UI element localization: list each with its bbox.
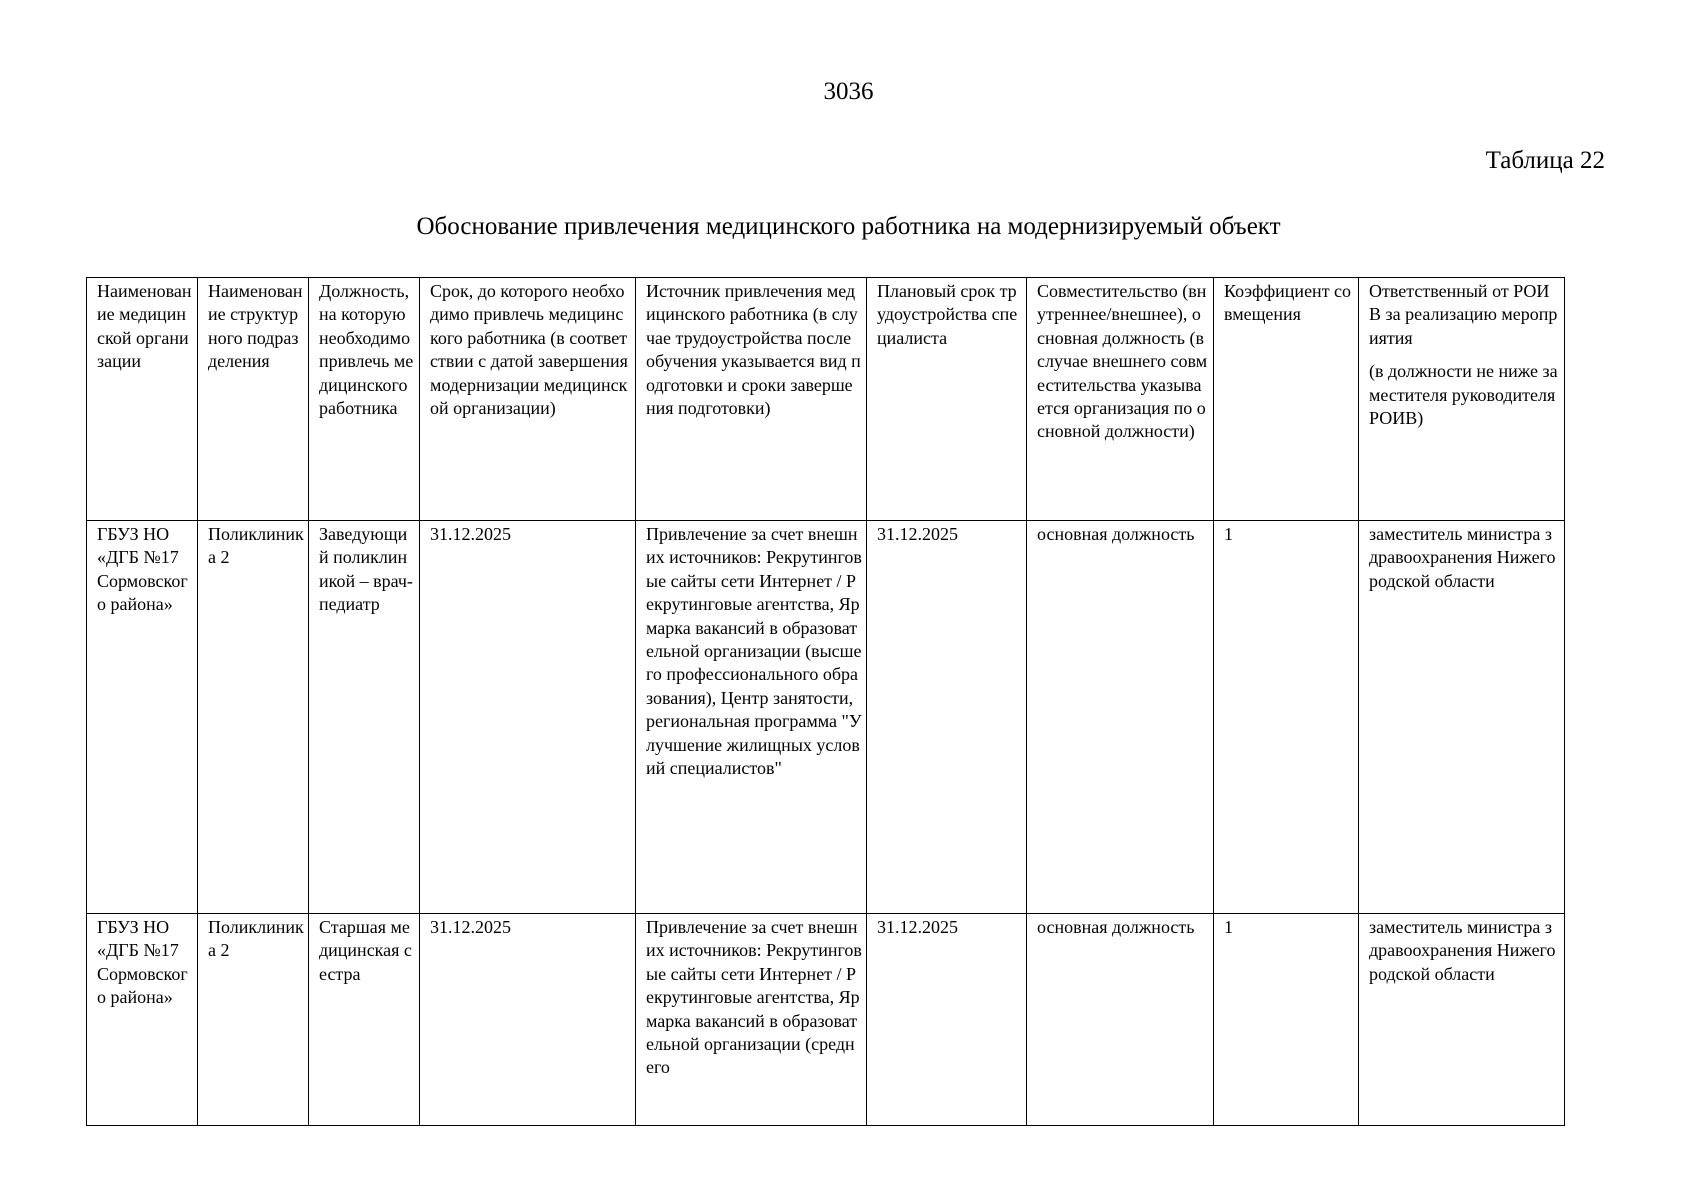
cell-planned-date: 31.12.2025: [867, 914, 1027, 1126]
table-row: [87, 914, 1565, 1126]
cell-source: Привлечение за счет внешних источников: Рекрутинговые сайты сети Интернет / Рекрутинговые агентства, Ярмарка вакансий в образовательной организации (высшего профессионального образования), Центр занятости, региональная программа "Улучшение жилищных условий специалистов": [636, 521, 867, 914]
column-header-responsible-label: Ответственный от РОИВ за реализацию мероприятия: [1369, 281, 1558, 348]
cell-responsible: заместитель министра здравоохранения Нижегородской области: [1359, 914, 1565, 1126]
cell-organization: ГБУЗ НО «ДГБ №17 Сормовского района»: [87, 914, 198, 1126]
cell-combination: основная должность: [1027, 914, 1214, 1126]
column-header-unit: Наименование структурного подразделения: [198, 278, 309, 521]
justification-table: [86, 277, 1565, 1126]
column-header-position: Должность, на которую необходимо привлечь медицинского работника: [309, 278, 420, 521]
cell-deadline: 31.12.2025: [420, 914, 636, 1126]
cell-unit: Поликлиника 2: [198, 521, 309, 914]
table-label: Таблица 22: [1485, 147, 1605, 174]
cell-responsible: заместитель министра здравоохранения Нижегородской области: [1359, 521, 1565, 914]
cell-coefficient: 1: [1214, 914, 1359, 1126]
cell-deadline: 31.12.2025: [420, 521, 636, 914]
cell-planned-date: 31.12.2025: [867, 521, 1027, 914]
column-header-combination: Совместительство (внутреннее/внешнее), основная должность (в случае внешнего совместительства указывается организация по основной должности): [1027, 278, 1214, 521]
cell-organization: ГБУЗ НО «ДГБ №17 Сормовского района»: [87, 521, 198, 914]
column-header-deadline: Срок, до которого необходимо привлечь медицинского работника (в соответствии с датой завершения модернизации медицинской организации): [420, 278, 636, 521]
document-title: Обоснование привлечения медицинского работника на модернизируемый объект: [416, 213, 1281, 240]
table-row: [87, 521, 1565, 914]
table-header-row: [87, 278, 1565, 521]
cell-position: Заведующий поликлиникой – врач-педиатр: [309, 521, 420, 914]
cell-position: Старшая медицинская сестра: [309, 914, 420, 1126]
column-header-source: Источник привлечения медицинского работника (в случае трудоустройства после обучения указывается вид подготовки и сроки завершения подготовки): [636, 278, 867, 521]
column-header-organization: Наименование медицинской организации: [87, 278, 198, 521]
cell-combination: основная должность: [1027, 521, 1214, 914]
cell-source: Привлечение за счет внешних источников: Рекрутинговые сайты сети Интернет / Рекрутинговые агентства, Ярмарка вакансий в образовательной организации (среднего: [636, 914, 867, 1126]
cell-coefficient: 1: [1214, 521, 1359, 914]
column-header-responsible-note: (в должности не ниже заместителя руководителя РОИВ): [1369, 361, 1558, 429]
column-header-coefficient: Коэффициент совмещения: [1214, 278, 1359, 521]
page-number: 3036: [823, 78, 874, 105]
column-header-responsible: [1359, 278, 1565, 521]
cell-unit: Поликлиника 2: [198, 914, 309, 1126]
column-header-planned-date: Плановый срок трудоустройства специалиста: [867, 278, 1027, 521]
